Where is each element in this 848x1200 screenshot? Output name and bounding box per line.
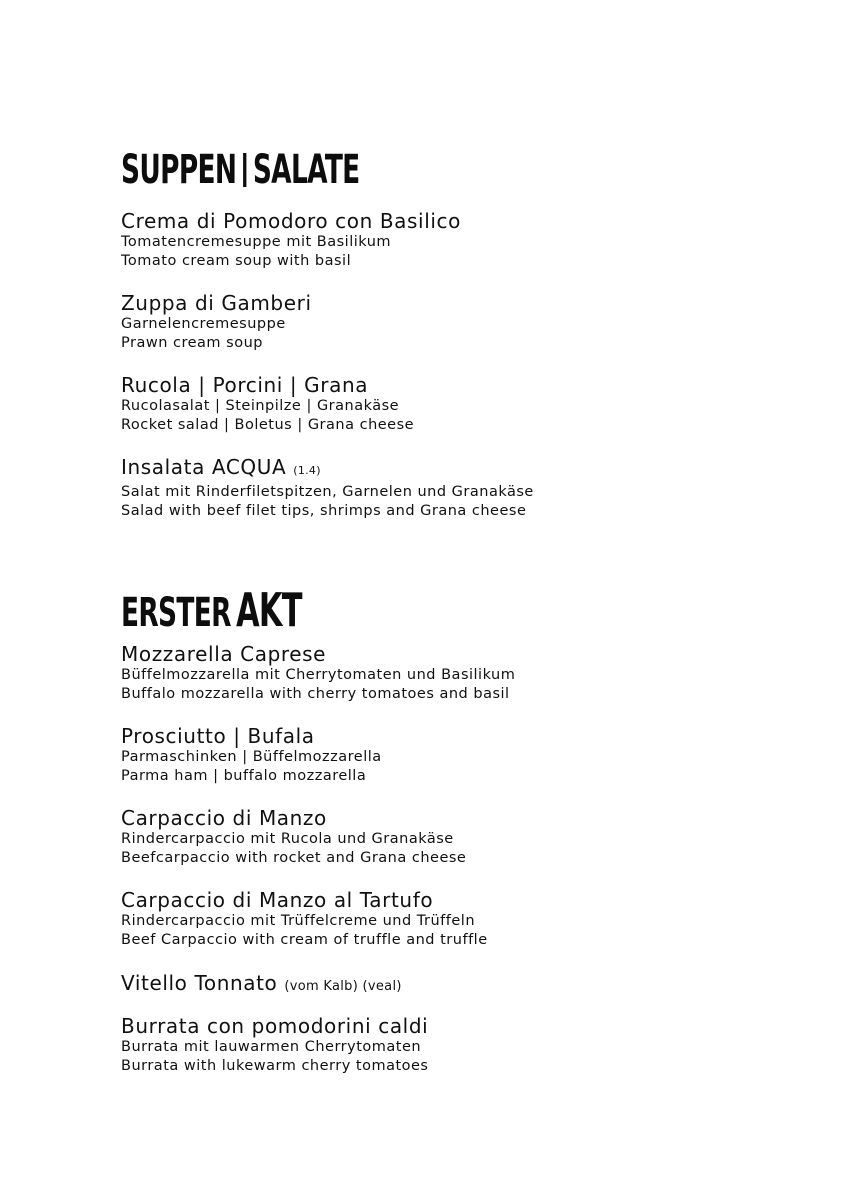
menu-item bbox=[121, 642, 801, 704]
item-name: Rucola | Porcini | Grana bbox=[121, 373, 369, 397]
item-desc-de: Parmaschinken | Büffelmozzarella bbox=[121, 749, 382, 765]
item-name: Carpaccio di Manzo bbox=[121, 806, 327, 830]
item-desc-de: Rindercarpaccio mit Rucola und Granakäse bbox=[121, 831, 454, 847]
section-title-right: AKT bbox=[236, 583, 302, 637]
item-name: Zuppa di Gamberi bbox=[121, 291, 312, 315]
item-desc-en: Rocket salad | Boletus | Grana cheese bbox=[121, 417, 415, 433]
item-desc-en: Salad with beef filet tips, shrimps and Grana cheese bbox=[121, 503, 527, 519]
item-name-row bbox=[121, 455, 801, 483]
item-note: (vom Kalb) (veal) bbox=[284, 979, 402, 994]
menu-item bbox=[121, 373, 801, 435]
item-desc-en: Prawn cream soup bbox=[121, 335, 263, 351]
item-name: Insalata ACQUA bbox=[121, 455, 287, 479]
item-desc-en: Beefcarpaccio with rocket and Grana cheese bbox=[121, 850, 467, 866]
menu-item bbox=[121, 888, 801, 950]
item-name: Crema di Pomodoro con Basilico bbox=[121, 209, 461, 233]
item-desc-de: Burrata mit lauwarmen Cherrytomaten bbox=[121, 1039, 422, 1055]
menu-item bbox=[121, 971, 801, 999]
item-name: Vitello Tonnato bbox=[121, 971, 278, 995]
title-divider bbox=[243, 153, 246, 187]
menu-item bbox=[121, 209, 801, 271]
item-desc-de: Büffelmozzarella mit Cherrytomaten und Basilikum bbox=[121, 667, 516, 683]
section-title-right: SALATE bbox=[252, 147, 360, 193]
item-name: Mozzarella Caprese bbox=[121, 642, 327, 666]
menu-item bbox=[121, 806, 801, 868]
item-desc-en: Tomato cream soup with basil bbox=[121, 253, 352, 269]
section-suppen-salate bbox=[121, 147, 801, 193]
item-name: Burrata con pomodorini caldi bbox=[121, 1014, 429, 1038]
section-title bbox=[121, 583, 570, 637]
section-erster-akt bbox=[121, 583, 801, 637]
section-title bbox=[121, 147, 570, 193]
menu-item bbox=[121, 291, 801, 353]
item-desc-en: Parma ham | buffalo mozzarella bbox=[121, 768, 367, 784]
item-desc-de: Garnelencremesuppe bbox=[121, 316, 286, 332]
item-desc-de: Salat mit Rinderfiletspitzen, Garnelen und Granakäse bbox=[121, 484, 534, 500]
item-name: Prosciutto | Bufala bbox=[121, 724, 315, 748]
item-name-row bbox=[121, 971, 801, 999]
item-desc-de: Rindercarpaccio mit Trüffelcreme und Trüffeln bbox=[121, 913, 476, 929]
item-desc-en: Buffalo mozzarella with cherry tomatoes and basil bbox=[121, 686, 510, 702]
item-desc-en: Burrata with lukewarm cherry tomatoes bbox=[121, 1058, 429, 1074]
item-desc-en: Beef Carpaccio with cream of truffle and truffle bbox=[121, 932, 488, 948]
section-title-left: SUPPEN bbox=[121, 147, 237, 193]
menu-item bbox=[121, 1014, 801, 1076]
item-allergen-note: (1.4) bbox=[293, 464, 321, 477]
item-name: Carpaccio di Manzo al Tartufo bbox=[121, 888, 434, 912]
menu-item bbox=[121, 724, 801, 786]
menu-item bbox=[121, 455, 801, 521]
item-desc-de: Rucolasalat | Steinpilze | Granakäse bbox=[121, 398, 400, 414]
section-title-left: ERSTER bbox=[121, 590, 231, 636]
item-desc-de: Tomatencremesuppe mit Basilikum bbox=[121, 234, 392, 250]
